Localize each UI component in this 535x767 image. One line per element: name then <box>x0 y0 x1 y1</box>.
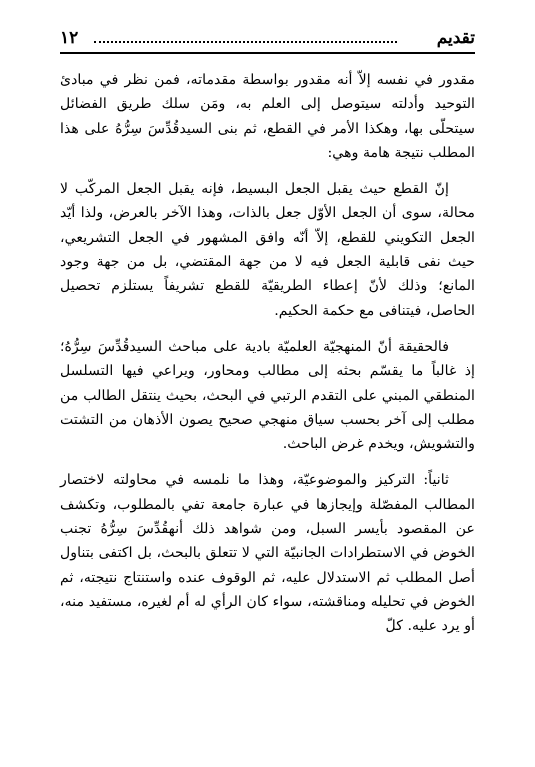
paragraph-1: مقدور في نفسه إلاّ أنه مقدور بواسطة مقدماته، فمن نظر في مبادئ التوحيد وأدلته سيتوصل إلى العلم به، ومَن سلك طريق الفضائل سيتحلّى بها، وهكذا الأمر في القطع، ثم بنى السيدقُدِّسَ سِرُّهُ على هذا المطلب نتيجة هامة وهي: <box>60 72 475 161</box>
page-body <box>60 68 475 639</box>
header-title: تقديم <box>436 28 475 48</box>
page-number: ١٢ <box>60 28 79 48</box>
running-header <box>60 26 475 54</box>
header-leader-dots <box>94 41 397 43</box>
paragraph-4: ثانياً: التركيز والموضوعيّة، وهذا ما نلمسه في محاولته لاختصار المطالب المفصّلة وإيجازها في عبارة جامعة تفي بالمطلوب، وتكشف عن المقصود بأيسر السبل، ومن شواهد ذلك أنهقُدِّسَ سِرُّهُ تجنب الخوض في الاستطرادات الجانبيّة التي لا تتعلق بالبحث، بل اكتفى بتناول أصل المطلب ثم الاستدلال عليه، ثم الوقوف عنده واستنتاج نتيجته، ثم الخوض في تحليله ومناقشته، سواء كان الرأي له أم لغيره، مستفيد منه، أو يرد عليه. كلّ <box>60 472 475 635</box>
paragraph-2: إنّ القطع حيث يقبل الجعل البسيط، فإنه يقبل الجعل المركّب لا محالة، سوى أن الجعل الأوّل جعل بالذات، وهذا الآخر بالعرض، ولذا أيّد الجعل التكويني للقطع، إلاّ أنّه وافق المشهور في الجعل التشريعي، حيث نفى قابلية الجعل فيه لا من جهة المقتضي، بل من جهة وجود المانع؛ وذلك لأنّ إعطاء الطريقيّة للقطع تشريفاً يستلزم تحصيل الحاصل، فيتنافى مع حكمة الحكيم. <box>60 181 475 319</box>
paragraph-3: فالحقيقة أنّ المنهجيّة العلميّة بادية على مباحث السيدقُدِّسَ سِرُّهُ؛ إذ غالباً ما يقسّم بحثه إلى مطالب ومحاور، ويراعي فيها التسلسل المنطقي المبني على التقدم الرتبي في البحث، بحيث ينتقل الطالب من مطلب إلى آخر بحسب سياق منهجي صحيح يصون الأذهان من التشتت والتشويش، ويخدم غرض الباحث. <box>60 338 475 453</box>
